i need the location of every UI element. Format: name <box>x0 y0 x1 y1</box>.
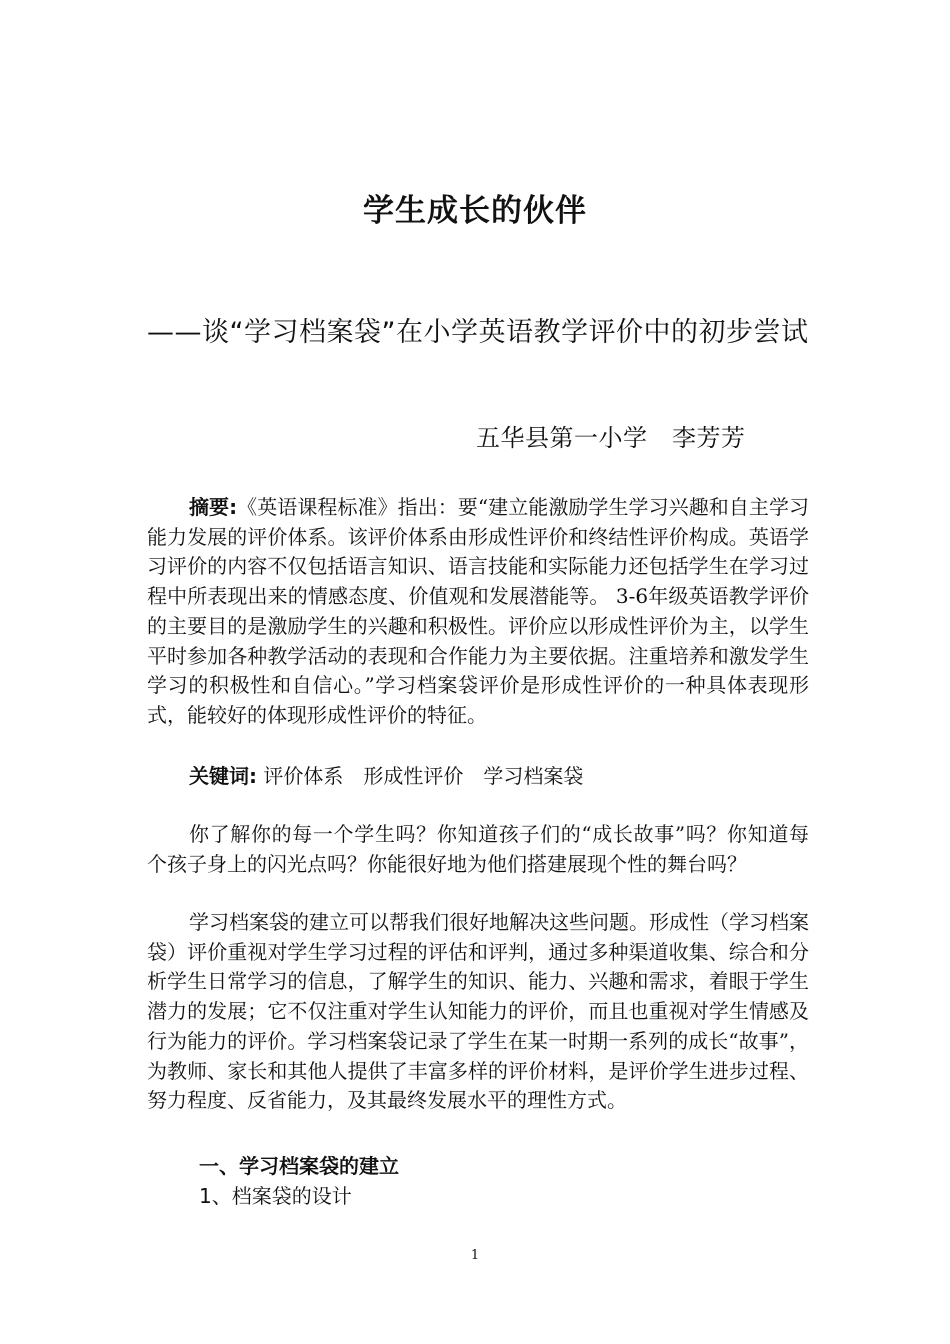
body-paragraph: 学习档案袋的建立可以帮我们很好地解决这些问题。形成性（学习档案袋）评价重视对学生学习过程的评估和评判，通过多种渠道收集、综合和分析学生日常学习的信息，了解学生的知识、能力、兴趣和需求，着眼于学生潜力的发展；它不仅注重对学生认知能力的评价，而且也重视对学生情感及行为能力的评价。学习档案袋记录了学生在某一时期一系列的成长“故事”，为教师、家长和其他人提供了丰富多样的评价材料，是评价学生进步过程、努力程度、反省能力，及其最终发展水平的理性方式。 <box>147 910 809 1113</box>
section-heading: 一、学习档案袋的建立 <box>199 1154 399 1178</box>
page-number: 1 <box>470 1248 480 1263</box>
abstract-text: 《英语课程标准》指出：要“建立能激励学生学习兴趣和自主学习能力发展的评价体系。该评价体系由形成性评价和终结性评价构成。英语学习评价的内容不仅包括语言知识、语言技能和实际能力还包括学生在学习过程中所表现出来的情感态度、价值观和发展潜能等。 3-6年级英语教学评价的主要目的是激励学生的兴趣和积极性。评价应以形成性评价为主，以学生平时参加各种教学活动的表现和合作能力为主要依据。注重培养和激发学生学习的积极性和自信心。”学习档案袋评价是形成性评价的一种具体表现形式，能较好的体现形成性评价的特征。 <box>147 495 810 727</box>
author-line: 五华县第一小学 李芳芳 <box>476 424 746 452</box>
keywords-label: 关键词: <box>189 764 257 788</box>
document-title: 学生成长的伙伴 <box>363 193 587 229</box>
body-paragraph: 你了解你的每一个学生吗？你知道孩子们的“成长故事”吗？你知道每个孩子身上的闪光点吗？你能很好地为他们搭建展现个性的舞台吗？ <box>147 822 809 876</box>
abstract-paragraph <box>147 493 809 731</box>
abstract-label: 摘要: <box>189 495 238 519</box>
subsection-heading: 1、档案袋的设计 <box>199 1184 352 1208</box>
keywords-values: 评价体系 形成性评价 学习档案袋 <box>257 764 584 788</box>
document-subtitle: ——谈“学习档案袋”在小学英语教学评价中的初步尝试 <box>147 317 809 348</box>
keywords-line <box>147 762 809 792</box>
